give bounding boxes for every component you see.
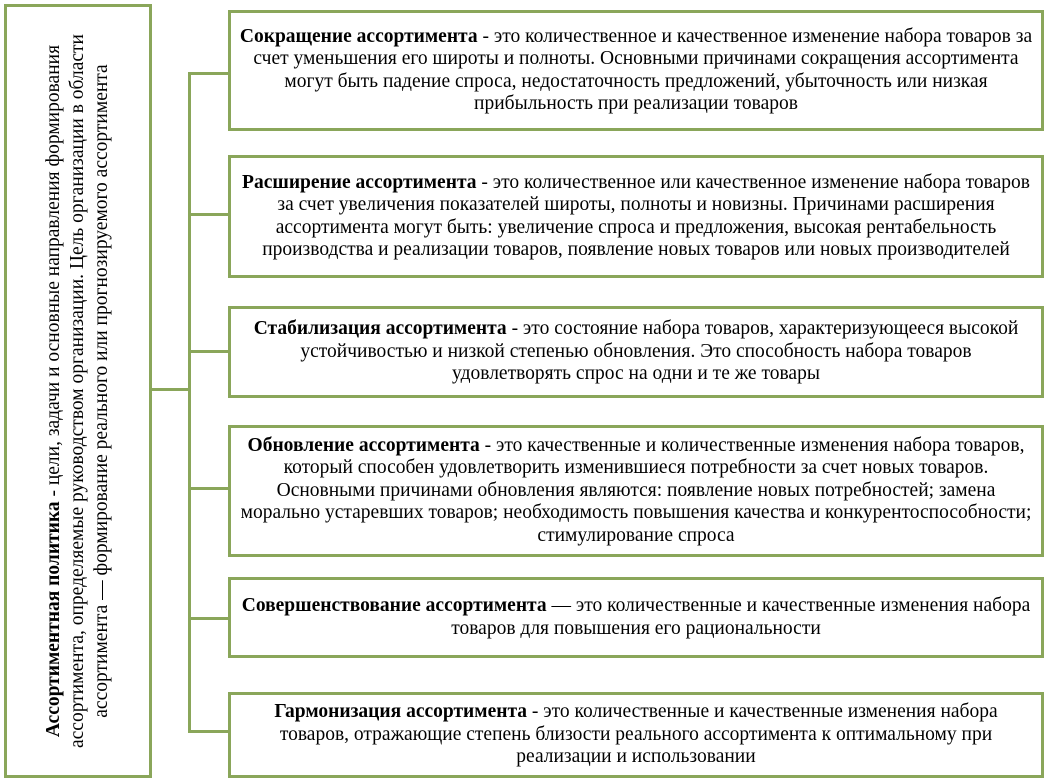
item-title: Обновление ассортимента [247,434,480,456]
item-title: Гармонизация ассортимента [274,701,528,723]
item-box-expansion [228,155,1044,278]
item-text: - это состояние набора товаров, характеризующееся высокой устойчивостью и низкой степенью обновления. Это способность набора товаров удовлетворять спрос на одни и те же товары [300,318,1019,385]
connector-branch-4 [188,487,230,490]
connector-branch-1 [188,72,230,75]
item-box-stabilization [228,306,1044,398]
connector-branch-3 [188,350,230,353]
item-text: - это количественное и качественное изменение набора товаров за счет уменьшения его широты и полноты. Основными причинами сокращения ассортимента могут быть падение спроса, недостаточность предложений, убыточность или низкая прибыльность при реализации товаров [253,25,1033,114]
item-box-reduction [228,10,1044,131]
item-title: Стабилизация ассортимента [253,318,507,340]
connector-branch-5 [188,617,230,620]
item-text: - это качественные и количественные изменения набора товаров, который способен удовлетворить изменившиеся потребности за счет новых товаров. Основными причинами обновления являются: появление новых потребностей; замена морально устаревших товаров; необходимость повышения качества и конкурентоспособности; стимулирование спроса [240,434,1032,546]
main-definition-text [42,11,114,771]
item-title: Расширение ассортимента [242,171,477,193]
item-box-harmonization [228,692,1044,778]
item-text: — это количественные и качественные изменения набора товаров для повышения его рациональности [451,595,1031,639]
item-title: Совершенствование ассортимента [241,595,547,616]
item-text: - это количественное или качественное изменение набора товаров за счет увеличения показателей широты, полноты и новизны. Причинами расширения ассортимента могут быть: увеличение спроса и предложения, высокая рентабельность производства и реализации товаров, появление новых товаров или новых производителей [262,171,1030,260]
item-box-improvement [228,577,1044,658]
main-title: Ассортиментная политика [43,501,64,738]
connector-branch-2 [188,213,230,216]
item-title: Сокращение ассортимента [239,25,478,47]
connector-trunk [188,72,191,732]
main-text: - цели, задачи и основные направления формирования ассортимента, определяемые руководством организации. Цель организации в области ассортимента — формирование реального или прогнозируемого ассортимента [43,34,112,749]
connector-main [152,388,190,391]
main-definition-box [4,4,152,778]
item-box-renewal [228,425,1044,557]
connector-branch-6 [188,730,230,733]
item-text: - это количественные и качественные изменения набора товаров, отражающие степень близости реального ассортимента к оптимальному при реализации и использовании [279,701,998,768]
